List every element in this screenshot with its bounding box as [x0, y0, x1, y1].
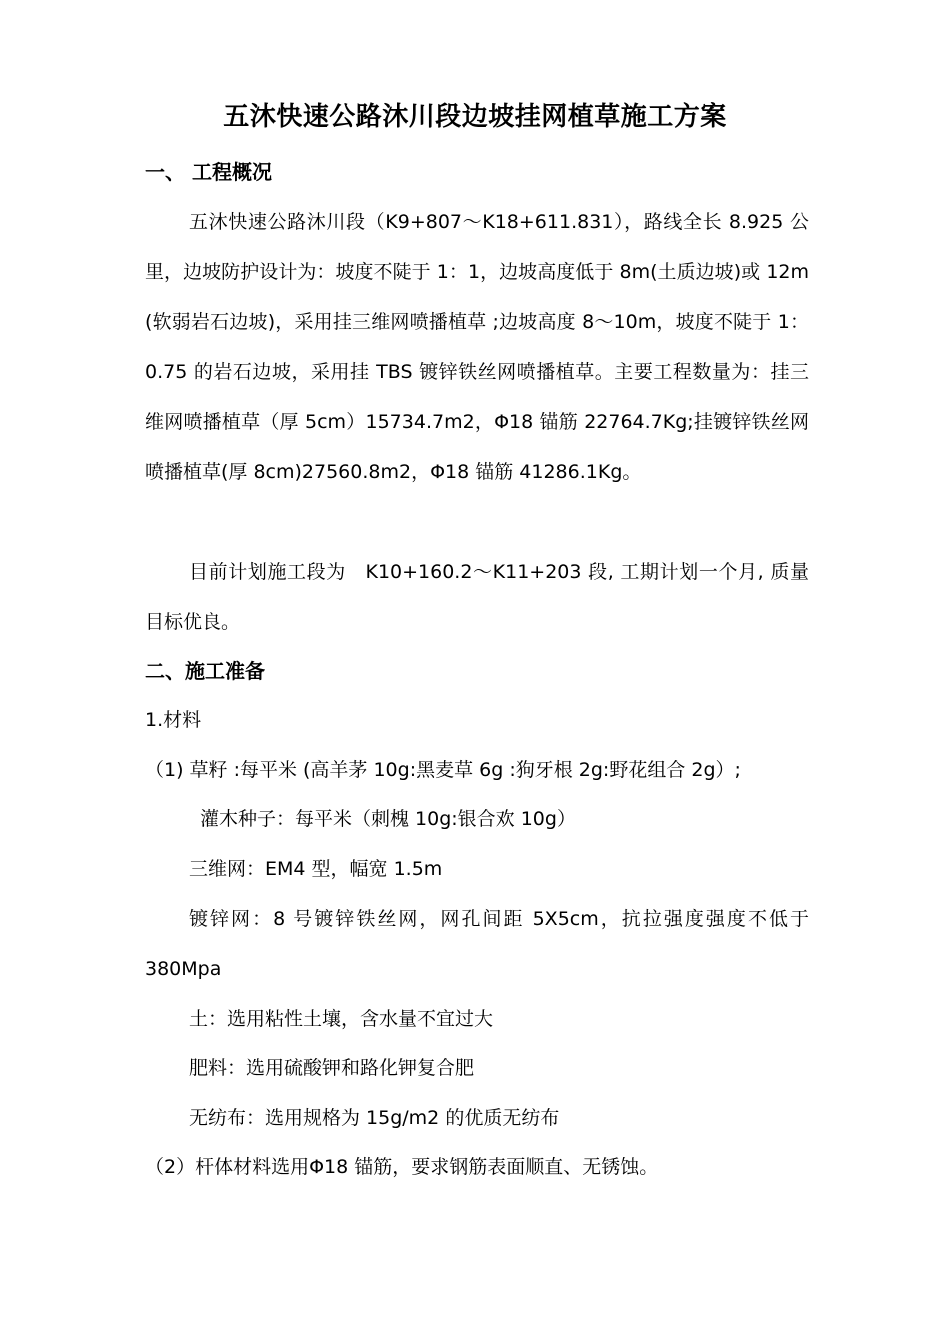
document-title: 五沐快速公路沐川段边坡挂网植草施工方案 — [223, 102, 727, 132]
overview-paragraph: 五沐快速公路沐川段（K9+807～K18+611.831），路线全长 8.925 公里，边坡防护设计为：坡度不陡于 1：1，边坡高度低于 8m(土质边坡)或 12m (软弱岩石边坡)，采用挂三维网喷播植草 ;边坡高度 8～10m，坡度不陡于 1：0.75 的岩石边坡，采用挂 TBS 镀锌铁丝网喷播植草。主要工程数量为：挂三维网喷播植草（厚 5cm）15734.7m2，Φ18 锚筋 22764.7Kg;挂镀锌铁丝网喷播植草(厚 8cm)27560.8m2，Φ18 锚筋 41286.1Kg。 — [145, 211, 809, 483]
section-heading-preparation: 二、施工准备 — [145, 659, 265, 683]
rod-material-item: （2）杆体材料选用Φ18 锚筋，要求钢筋表面顺直、无锈蚀。 — [145, 1156, 659, 1178]
shrub-seed-item: 灌木种子：每平米（刺槐 10g:银合欢 10g） — [200, 808, 576, 830]
3d-net-item: 三维网：EM4 型，幅宽 1.5m — [189, 858, 443, 880]
materials-subheading: 1.材料 — [145, 709, 202, 731]
soil-item: 土：选用粘性土壤，含水量不宜过大 — [189, 1008, 494, 1030]
nonwoven-item: 无纺布：选用规格为 15g/m2 的优质无纺布 — [189, 1107, 560, 1129]
schedule-paragraph: 目前计划施工段为 K10+160.2～K11+203 段, 工期计划一个月, 质量目标优良。 — [145, 561, 809, 633]
galvanized-net-item: 镀锌网：8 号镀锌铁丝网，网孔间距 5X5cm，抗拉强度强度不低于 380Mpa — [145, 908, 809, 980]
section-heading-overview: 一、 工程概况 — [145, 160, 272, 184]
fertilizer-item: 肥料：选用硫酸钾和路化钾复合肥 — [189, 1057, 475, 1079]
grass-seed-item: （1) 草籽 :每平米 (高羊茅 10g:黑麦草 6g :狗牙根 2g:野花组合 2g）; — [145, 759, 741, 781]
